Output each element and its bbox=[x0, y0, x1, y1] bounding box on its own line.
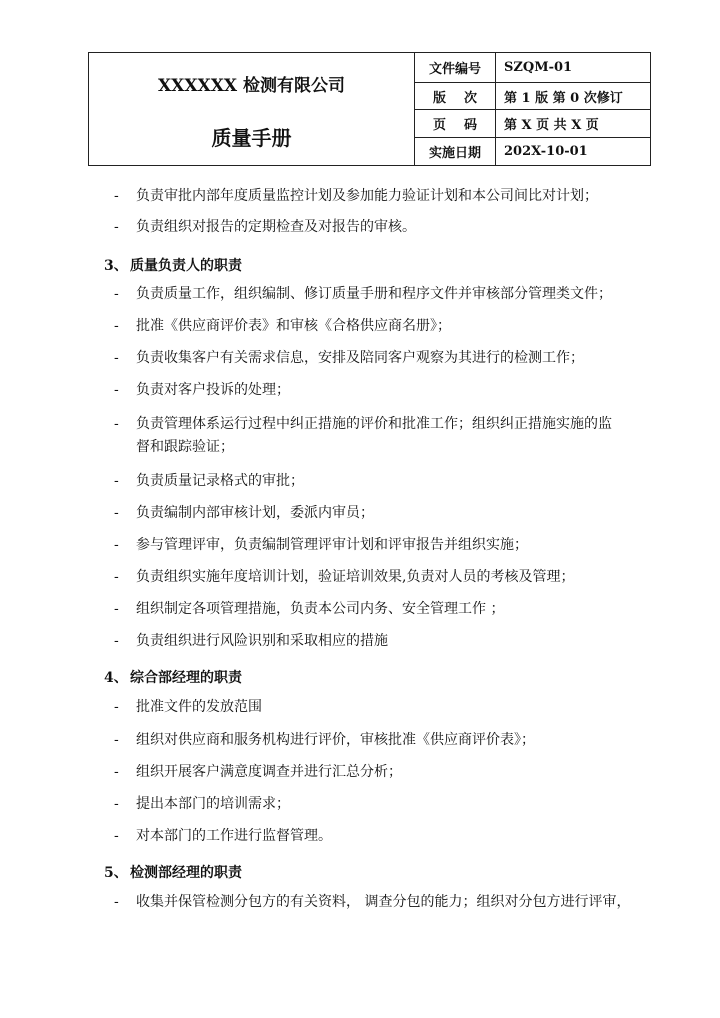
section-heading-text: 质量负责人的职责 bbox=[130, 258, 242, 274]
bullet-dash: - bbox=[114, 350, 119, 366]
list-item: 负责审批内部年度质量监控计划及参加能力验证计划和本公司间比对计划； bbox=[136, 188, 598, 204]
list-item: 组织开展客户满意度调查并进行汇总分析； bbox=[136, 764, 402, 780]
bullet-dash: - bbox=[114, 537, 119, 553]
file-number-label: 文件编号 bbox=[415, 53, 496, 83]
edition-value: 第 1 版 第 0 次修订 bbox=[496, 83, 651, 110]
edition-label: 版 次 bbox=[415, 83, 496, 110]
list-item: 负责编制内部审核计划，委派内审员； bbox=[136, 505, 374, 521]
list-item: 负责组织实施年度培训计划，验证培训效果,负责对人员的考核及管理； bbox=[136, 569, 575, 585]
section-heading-text: 检测部经理的职责 bbox=[130, 865, 242, 881]
list-item: 负责质量记录格式的审批； bbox=[136, 473, 304, 489]
bullet-dash: - bbox=[114, 286, 119, 302]
bullet-dash: - bbox=[114, 828, 119, 844]
bullet-dash: - bbox=[114, 188, 119, 204]
bullet-dash: - bbox=[114, 416, 119, 432]
bullet-dash: - bbox=[114, 699, 119, 715]
section-number: 5、 bbox=[104, 865, 128, 881]
effective-date-label: 实施日期 bbox=[415, 138, 496, 166]
bullet-dash: - bbox=[114, 473, 119, 489]
bullet-dash: - bbox=[114, 318, 119, 334]
bullet-dash: - bbox=[114, 569, 119, 585]
list-item: 负责收集客户有关需求信息，安排及陪同客户观察为其进行的检测工作； bbox=[136, 350, 584, 366]
list-item: 组织制定各项管理措施，负责本公司内务、安全管理工作 ； bbox=[136, 601, 505, 617]
section-number: 4、 bbox=[104, 670, 128, 686]
page-value: 第 X 页 共 X 页 bbox=[496, 110, 651, 138]
list-item: 负责管理体系运行过程中纠正措施的评价和批准工作；组织纠正措施实施的监 bbox=[136, 416, 612, 432]
section-heading-text: 综合部经理的职责 bbox=[130, 670, 242, 686]
bullet-dash: - bbox=[114, 219, 119, 235]
page-label: 页 码 bbox=[415, 110, 496, 138]
list-item: 批准《供应商评价表》和审核《合格供应商名册》； bbox=[136, 318, 451, 334]
list-item: 负责组织进行风险识别和采取相应的措施 bbox=[136, 633, 388, 649]
bullet-dash: - bbox=[114, 894, 119, 910]
list-item: 批准文件的发放范围 bbox=[136, 699, 262, 715]
list-item: 负责质量工作，组织编制、修订质量手册和程序文件并审核部分管理类文件； bbox=[136, 286, 612, 302]
list-item: 收集并保管检测分包方的有关资料， 调查分包的能力；组织对分包方进行评审， bbox=[136, 894, 631, 910]
list-item: 对本部门的工作进行监督管理。 bbox=[136, 828, 332, 844]
bullet-dash: - bbox=[114, 764, 119, 780]
bullet-dash: - bbox=[114, 601, 119, 617]
bullet-dash: - bbox=[114, 732, 119, 748]
section-number: 3、 bbox=[104, 258, 128, 274]
section-heading bbox=[104, 667, 242, 687]
section-heading bbox=[104, 862, 242, 882]
bullet-dash: - bbox=[114, 382, 119, 398]
list-item: 组织对供应商和服务机构进行评价，审核批准《供应商评价表》； bbox=[136, 732, 535, 748]
bullet-dash: - bbox=[114, 505, 119, 521]
bullet-dash: - bbox=[114, 633, 119, 649]
section-heading bbox=[104, 255, 242, 275]
file-number-value: SZQM-01 bbox=[496, 53, 651, 83]
company-name: XXXXXX 检测有限公司 bbox=[157, 76, 346, 96]
list-item-continuation: 督和跟踪验证； bbox=[136, 439, 234, 455]
list-item: 负责对客户投诉的处理； bbox=[136, 382, 290, 398]
bullet-dash: - bbox=[114, 796, 119, 812]
list-item: 参与管理评审，负责编制管理评审计划和评审报告并组织实施； bbox=[136, 537, 528, 553]
list-item: 提出本部门的培训需求； bbox=[136, 796, 290, 812]
effective-date-value: 202X-10-01 bbox=[496, 138, 651, 166]
document-title: 质量手册 bbox=[211, 126, 292, 150]
list-item: 负责组织对报告的定期检查及对报告的审核。 bbox=[136, 219, 416, 235]
